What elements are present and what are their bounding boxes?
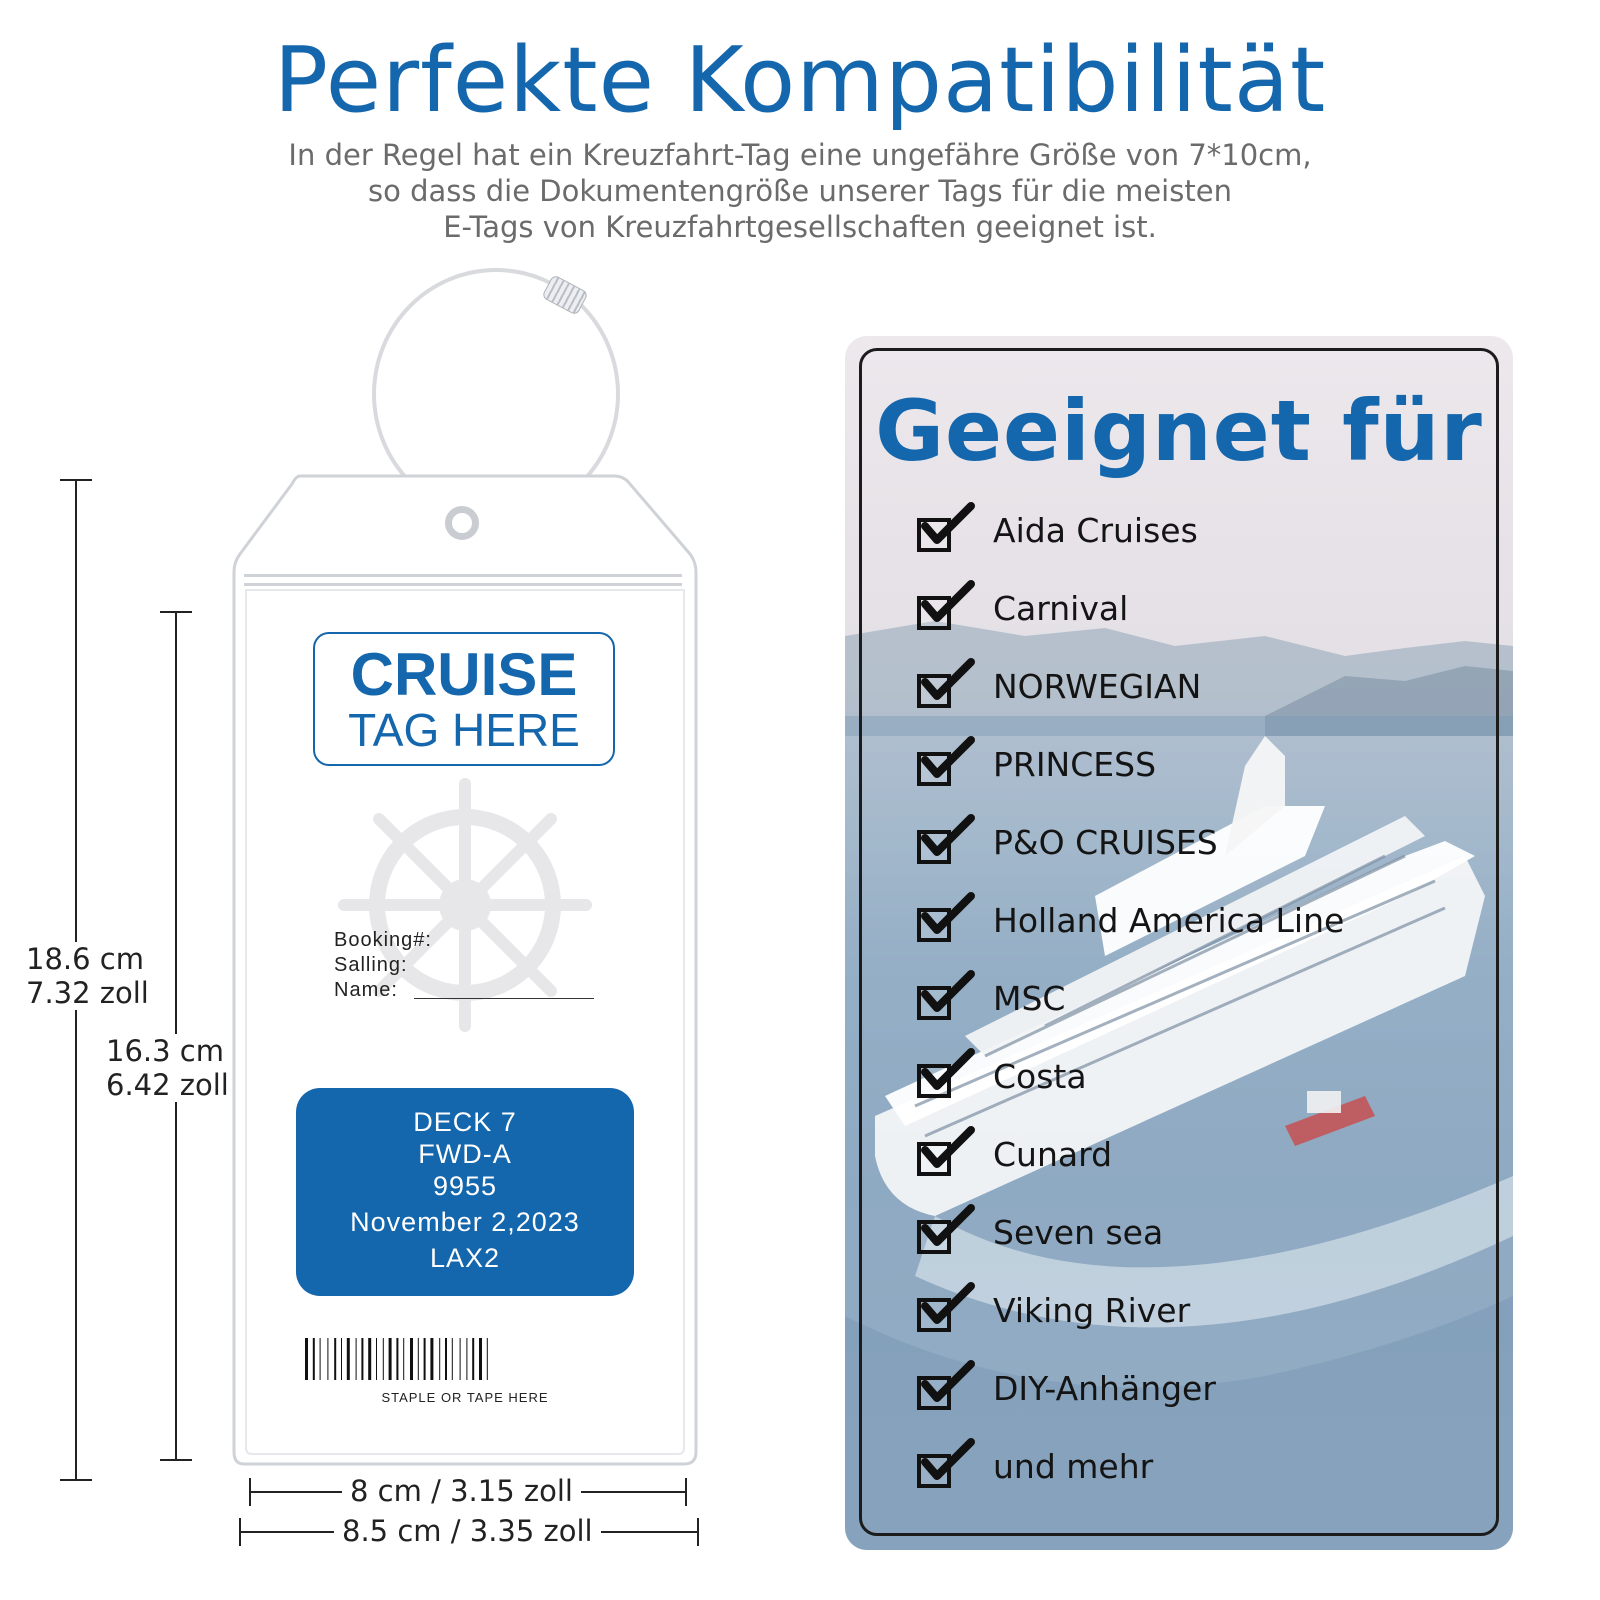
deck-line-1: DECK 7 — [413, 1107, 517, 1137]
panel-title: Geeignet für — [875, 382, 1483, 480]
page-title: Perfekte Kompatibilität — [273, 28, 1327, 133]
checkmark-icon — [919, 892, 977, 936]
deck-line-3: 9955 — [432, 1171, 498, 1201]
barcode-bar — [389, 1338, 392, 1380]
barcode-bar — [327, 1338, 328, 1380]
outer-height-inch: 7.32 zoll — [26, 976, 149, 1010]
list-item-label: Costa — [993, 1057, 1087, 1096]
checkmark-icon — [919, 1282, 977, 1326]
barcode-bar — [347, 1338, 350, 1380]
barcode-bar — [410, 1338, 413, 1380]
checkmark-icon — [919, 1126, 977, 1170]
barcode-bar — [305, 1338, 308, 1380]
outer-width-label: 8.5 cm / 3.35 zoll — [334, 1514, 601, 1548]
barcode-bar — [334, 1338, 336, 1380]
description-line-3: E-Tags von Kreuzfahrtgesellschaften geeignet ist. — [443, 210, 1157, 244]
cruise-subtitle: TAG HERE — [348, 704, 580, 756]
barcode-bar — [361, 1338, 363, 1380]
checkmark-icon — [919, 502, 977, 546]
tag-fields — [334, 928, 432, 1003]
checkmark-icon — [919, 814, 977, 858]
list-item-label: Seven sea — [993, 1213, 1164, 1252]
list-item-label: PRINCESS — [993, 745, 1157, 784]
compatibility-panel — [845, 336, 1513, 1550]
outer-height-label — [22, 942, 153, 1010]
barcode-bar — [341, 1338, 342, 1380]
list-item-label: Cunard — [993, 1135, 1113, 1174]
checkmark-icon — [919, 1438, 977, 1482]
sailing-field: Salling: — [334, 954, 408, 976]
barcode-bar — [383, 1338, 384, 1380]
inner-height-cm: 16.3 cm — [106, 1034, 224, 1068]
checkmark-icon — [919, 736, 977, 780]
deck-line-4: November 2,2023 — [350, 1207, 580, 1237]
barcode-bar — [403, 1338, 404, 1380]
barcode-bar — [368, 1338, 371, 1380]
list-item-label: MSC — [993, 979, 1066, 1018]
barcode-bar — [430, 1338, 433, 1380]
barcode-bar — [376, 1338, 377, 1380]
deck-line-2: FWD-A — [418, 1139, 512, 1169]
barcode-bar — [460, 1338, 461, 1380]
list-item-label: DIY-Anhänger — [993, 1369, 1216, 1408]
barcode-bar — [313, 1338, 315, 1380]
deck-line-5: LAX2 — [429, 1243, 501, 1273]
inner-height-inch: 6.42 zoll — [106, 1068, 229, 1102]
barcode-icon — [305, 1338, 625, 1382]
staple-text: STAPLE OR TAPE HERE — [381, 1390, 549, 1405]
checkmark-icon — [919, 1360, 977, 1404]
cruise-tag-label — [313, 632, 615, 766]
barcode-bar — [487, 1338, 488, 1380]
cruise-title: CRUISE — [350, 641, 578, 708]
checkmark-icon — [919, 970, 977, 1014]
list-item-label: und mehr — [993, 1447, 1154, 1486]
barcode-bar — [466, 1338, 467, 1380]
checkmark-icon — [919, 658, 977, 702]
barcode-bar — [479, 1338, 482, 1380]
barcode-bar — [439, 1338, 440, 1380]
barcode-bar — [445, 1338, 447, 1380]
tag-eyelet — [445, 506, 479, 540]
list-item-label: Viking River — [993, 1291, 1191, 1330]
inner-width-label: 8 cm / 3.15 zoll — [342, 1474, 581, 1508]
name-field: Name: — [334, 979, 398, 1001]
checkmark-icon — [919, 1204, 977, 1248]
list-item-label: P&O CRUISES — [993, 823, 1218, 862]
list-item-label: Holland America Line — [993, 901, 1345, 940]
description-line-1: In der Regel hat ein Kreuzfahrt-Tag eine ungefähre Größe von 7*10cm, — [288, 138, 1312, 172]
barcode-bar — [418, 1338, 419, 1380]
zip-seal — [244, 574, 682, 586]
list-item-label: NORWEGIAN — [993, 667, 1202, 706]
barcode-bar — [356, 1338, 357, 1380]
checkmark-icon — [919, 580, 977, 624]
barcode-bar — [424, 1338, 426, 1380]
barcode-bar — [396, 1338, 398, 1380]
inner-height-label — [104, 1034, 231, 1102]
outer-height-cm: 18.6 cm — [26, 942, 144, 976]
booking-field: Booking#: — [334, 929, 432, 951]
list-item-label: Carnival — [993, 589, 1129, 628]
barcode-bar — [472, 1338, 474, 1380]
barcode-bar — [320, 1338, 321, 1380]
description-line-2: so dass die Dokumentengröße unserer Tags für die meisten — [368, 174, 1232, 208]
list-item-label: Aida Cruises — [993, 511, 1198, 550]
name-line — [414, 998, 594, 999]
checkmark-icon — [919, 1048, 977, 1092]
deck-info-box — [296, 1088, 634, 1296]
barcode-bar — [452, 1338, 453, 1380]
